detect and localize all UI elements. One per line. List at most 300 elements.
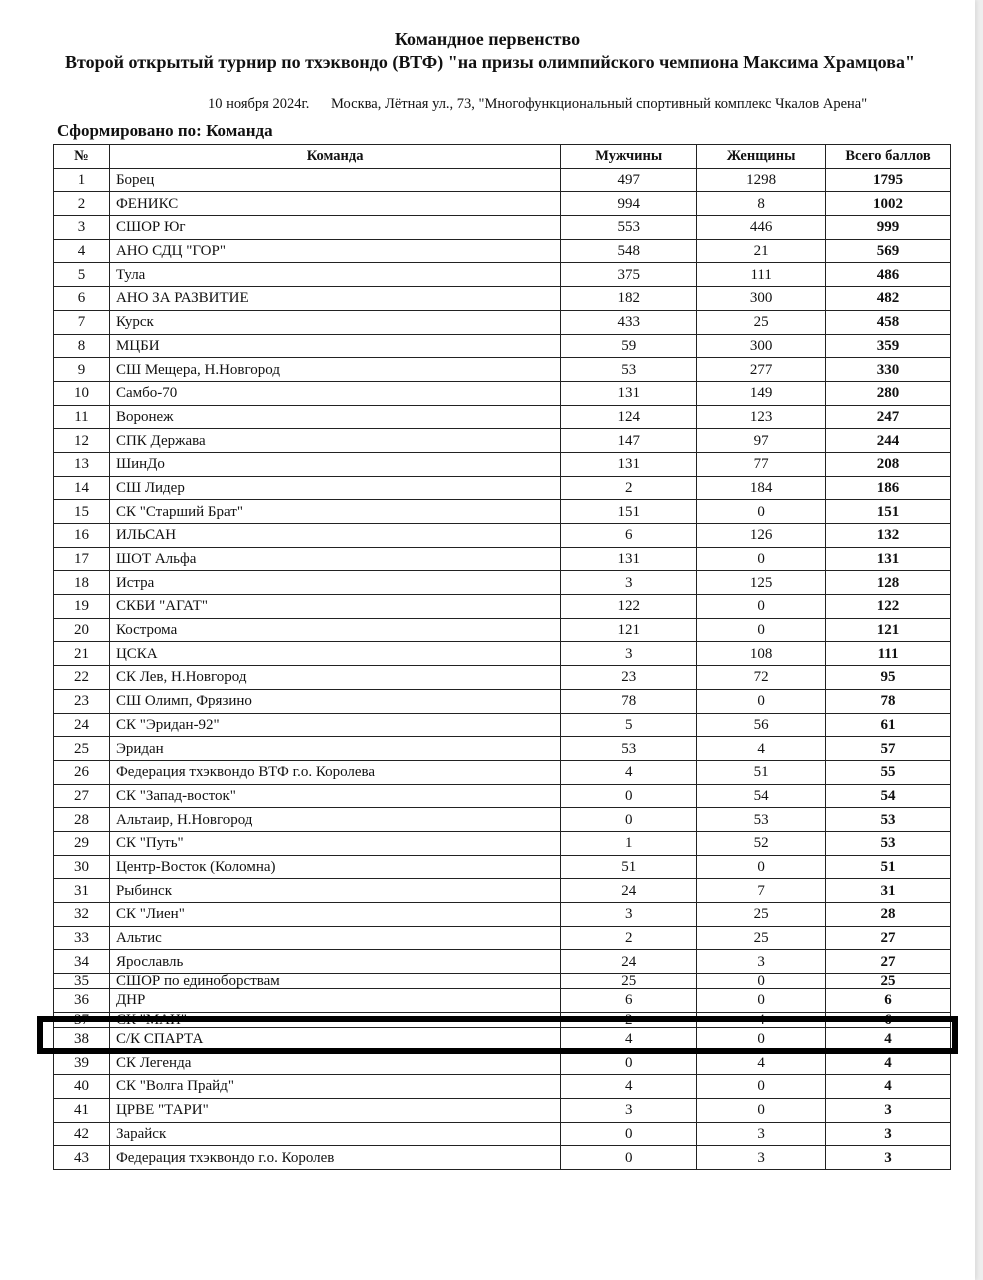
cell-num-text: 31 (73, 882, 89, 899)
cell-women (697, 405, 826, 429)
cell-num-text: 28 (73, 811, 89, 828)
cell-women-text: 0 (757, 1102, 765, 1119)
table-row (54, 595, 951, 619)
cell-num (54, 808, 110, 832)
table-row (54, 524, 951, 548)
cell-women (697, 1012, 826, 1027)
cell-men (561, 334, 697, 358)
cell-num-text: 40 (73, 1078, 89, 1095)
table-row (54, 239, 951, 263)
cell-men-text: 6 (624, 527, 633, 544)
cell-num-text: 7 (77, 314, 86, 331)
cell-women (697, 1027, 826, 1051)
cell-total (826, 879, 951, 903)
cell-women-text: 7 (757, 882, 765, 899)
cell-total-text: 4 (884, 1031, 892, 1048)
table-row (54, 974, 951, 989)
cell-men-text: 0 (624, 811, 633, 828)
cell-men (561, 903, 697, 927)
cell-women (697, 989, 826, 1013)
cell-total-text: 28 (880, 906, 896, 923)
cell-men (561, 263, 697, 287)
cell-num-text: 38 (73, 1031, 89, 1048)
cell-num (54, 903, 110, 927)
cell-women-text: 0 (757, 858, 765, 875)
column-header-women: Женщины (697, 145, 826, 169)
cell-team (109, 500, 560, 524)
table-row (54, 263, 951, 287)
cell-team (109, 831, 560, 855)
cell-men (561, 524, 697, 548)
cell-num-text: 8 (77, 337, 86, 354)
cell-men-text: 24 (621, 953, 637, 970)
cell-men-text: 122 (617, 598, 640, 615)
cell-men (561, 784, 697, 808)
cell-men-text: 0 (624, 1054, 633, 1071)
cell-total-text: 359 (876, 337, 900, 354)
cell-total-text: 569 (876, 243, 900, 260)
cell-num (54, 1051, 110, 1075)
cell-women (697, 192, 826, 216)
cell-team (109, 642, 560, 666)
cell-team-text: ЦСКА (115, 645, 158, 662)
table-row (54, 216, 951, 240)
cell-women-text: 0 (757, 974, 765, 989)
cell-men (561, 168, 697, 192)
cell-total (826, 381, 951, 405)
cell-total-text: 6 (884, 1012, 892, 1027)
table-row (54, 1098, 951, 1122)
cell-women-text: 1298 (746, 172, 777, 189)
cell-men (561, 713, 697, 737)
cell-team (109, 737, 560, 761)
table-row (54, 1146, 951, 1170)
cell-team-text: Тула (115, 266, 146, 283)
cell-women (697, 500, 826, 524)
cell-men (561, 1146, 697, 1170)
table-row (54, 713, 951, 737)
cell-team (109, 547, 560, 571)
cell-num (54, 476, 110, 500)
cell-men (561, 476, 697, 500)
cell-team (109, 1075, 560, 1099)
cell-women-text: 184 (749, 479, 773, 496)
cell-num (54, 642, 110, 666)
cell-total (826, 239, 951, 263)
cell-num-text: 26 (73, 764, 89, 781)
cell-team (109, 287, 560, 311)
cell-team-text: СК Лев, Н.Новгород (115, 669, 247, 686)
cell-women (697, 595, 826, 619)
table-row (54, 452, 951, 476)
cell-women-text: 0 (757, 992, 765, 1009)
cell-team (109, 168, 560, 192)
cell-women-text: 3 (757, 1149, 765, 1166)
cell-men-text: 994 (617, 195, 640, 212)
cell-total (826, 618, 951, 642)
cell-men-text: 375 (617, 266, 640, 283)
cell-women-text: 4 (757, 740, 765, 757)
cell-num-text: 42 (73, 1125, 89, 1142)
cell-women (697, 831, 826, 855)
cell-num-text: 12 (73, 432, 89, 449)
cell-team-text: Альтис (115, 930, 162, 947)
table-row (54, 1075, 951, 1099)
cell-women-text: 0 (757, 1031, 765, 1048)
cell-team-text: Федерация тхэквондо ВТФ г.о. Королева (115, 764, 376, 781)
cell-team (109, 429, 560, 453)
cell-men (561, 547, 697, 571)
cell-num (54, 1098, 110, 1122)
table-row (54, 808, 951, 832)
cell-total-text: 53 (880, 811, 896, 828)
cell-team-text: ИЛЬСАН (115, 527, 177, 544)
cell-total-text: 78 (880, 693, 896, 710)
cell-women-text: 8 (757, 195, 765, 212)
cell-num-text: 4 (77, 243, 86, 260)
cell-total-text: 4 (884, 1054, 892, 1071)
cell-men-text: 0 (624, 1149, 633, 1166)
cell-women (697, 334, 826, 358)
cell-team-text: ДНР (115, 992, 146, 1009)
cell-num-text: 20 (73, 622, 89, 639)
table-body (54, 168, 951, 1169)
cell-men (561, 1075, 697, 1099)
cell-team-text: Ярославль (115, 953, 184, 970)
cell-total (826, 1027, 951, 1051)
cell-team (109, 1098, 560, 1122)
cell-num (54, 760, 110, 784)
cell-total-text: 3 (884, 1149, 892, 1166)
cell-total (826, 1012, 951, 1027)
cell-women (697, 452, 826, 476)
cell-women-text: 0 (757, 503, 765, 520)
cell-team-text: Воронеж (115, 408, 174, 425)
cell-team (109, 1051, 560, 1075)
cell-men (561, 452, 697, 476)
table-row (54, 358, 951, 382)
cell-total-text: 280 (876, 385, 900, 402)
cell-team (109, 713, 560, 737)
cell-women-text: 149 (749, 385, 773, 402)
cell-women (697, 855, 826, 879)
cell-men (561, 989, 697, 1013)
event-location: Москва, Лётная ул., 73, "Многофункциональный спортивный комплекс Чкалов Арена" (331, 96, 868, 112)
cell-num (54, 524, 110, 548)
cell-team-text: СК "Лиен" (115, 906, 185, 923)
column-header-men: Мужчины (561, 145, 697, 169)
cell-total-text: 458 (876, 314, 900, 331)
cell-total (826, 429, 951, 453)
cell-total (826, 476, 951, 500)
table-row (54, 500, 951, 524)
cell-num (54, 879, 110, 903)
cell-women-text: 21 (753, 243, 769, 260)
table-row (54, 666, 951, 690)
cell-team-text: СК "Волга Прайд" (115, 1078, 234, 1095)
cell-women-text: 0 (757, 551, 765, 568)
cell-women (697, 879, 826, 903)
cell-team-text: Борец (115, 172, 155, 189)
cell-team-text: СК "МАИ" (115, 1012, 187, 1027)
cell-team-text: МЦБИ (115, 337, 160, 354)
cell-women-text: 56 (753, 716, 769, 733)
cell-women-text: 0 (757, 598, 765, 615)
cell-num (54, 358, 110, 382)
cell-num (54, 1075, 110, 1099)
cell-men (561, 381, 697, 405)
table-row (54, 1051, 951, 1075)
table-row (54, 855, 951, 879)
cell-men-text: 78 (621, 693, 637, 710)
table-row (54, 689, 951, 713)
tournament-name: Второй открытый турнир по тхэквондо (ВТФ) "на призы олимпийского чемпиона Максима Храмцова" (65, 52, 915, 72)
document-title: Командное первенство (394, 29, 581, 49)
cell-total-text: 1795 (873, 172, 904, 189)
cell-men-text: 3 (624, 574, 633, 591)
cell-total-text: 122 (876, 598, 900, 615)
cell-total-text: 486 (876, 266, 900, 283)
cell-team (109, 310, 560, 334)
cell-men (561, 1012, 697, 1027)
table-row (54, 547, 951, 571)
cell-total-text: 330 (876, 361, 900, 378)
cell-num-text: 37 (73, 1012, 89, 1027)
cell-men (561, 855, 697, 879)
cell-men (561, 239, 697, 263)
cell-men-text: 548 (617, 243, 640, 260)
cell-num-text: 41 (73, 1102, 89, 1119)
cell-team (109, 1012, 560, 1027)
cell-team-text: СШОР по единоборствам (115, 974, 280, 989)
cell-men-text: 3 (624, 1102, 633, 1119)
cell-team-text: Федерация тхэквондо г.о. Королев (115, 1149, 335, 1166)
cell-total-text: 482 (876, 290, 900, 307)
cell-total (826, 808, 951, 832)
cell-women-text: 52 (753, 835, 769, 852)
cell-women (697, 476, 826, 500)
cell-team (109, 760, 560, 784)
table-row (54, 1012, 951, 1027)
cell-total-text: 131 (876, 551, 900, 568)
cell-women-text: 0 (757, 1078, 765, 1095)
cell-num-text: 15 (73, 503, 89, 520)
cell-total-text: 25 (880, 974, 896, 989)
cell-num-text: 14 (73, 479, 89, 496)
event-date: 10 ноября 2024г. (208, 96, 310, 112)
table-row (54, 192, 951, 216)
cell-men-text: 151 (617, 503, 640, 520)
cell-men (561, 1122, 697, 1146)
cell-num (54, 547, 110, 571)
cell-total (826, 784, 951, 808)
cell-team-text: СК "Путь" (115, 835, 184, 852)
cell-total-text: 244 (876, 432, 900, 449)
cell-men (561, 974, 697, 989)
cell-total-text: 121 (876, 622, 900, 639)
cell-men-text: 433 (617, 314, 640, 331)
cell-total (826, 1051, 951, 1075)
table-row (54, 1027, 951, 1051)
cell-men-text: 3 (624, 645, 633, 662)
cell-total (826, 666, 951, 690)
cell-team (109, 334, 560, 358)
cell-team-text: АНО ЗА РАЗВИТИЕ (115, 290, 249, 307)
cell-team-text: СШ Мещера, Н.Новгород (115, 361, 280, 378)
cell-total (826, 547, 951, 571)
cell-team (109, 452, 560, 476)
cell-team (109, 784, 560, 808)
cell-women (697, 547, 826, 571)
cell-num-text: 23 (73, 693, 89, 710)
cell-men-text: 124 (617, 408, 640, 425)
cell-num (54, 1146, 110, 1170)
cell-women (697, 784, 826, 808)
cell-women-text: 77 (753, 456, 769, 473)
cell-total (826, 310, 951, 334)
cell-men-text: 59 (621, 337, 637, 354)
cell-total (826, 903, 951, 927)
cell-total (826, 855, 951, 879)
cell-total (826, 989, 951, 1013)
cell-women (697, 713, 826, 737)
cell-team-text: Зарайск (115, 1125, 167, 1142)
cell-num-text: 24 (73, 716, 89, 733)
cell-women-text: 3 (757, 1125, 765, 1142)
cell-num (54, 974, 110, 989)
cell-women-text: 0 (757, 622, 765, 639)
cell-num (54, 666, 110, 690)
cell-team (109, 595, 560, 619)
cell-men (561, 808, 697, 832)
table-row (54, 429, 951, 453)
cell-men (561, 879, 697, 903)
cell-women (697, 263, 826, 287)
cell-men (561, 287, 697, 311)
cell-women-text: 4 (757, 1054, 765, 1071)
cell-women (697, 926, 826, 950)
cell-men-text: 2 (624, 930, 633, 947)
cell-num (54, 263, 110, 287)
cell-team-text: Центр-Восток (Коломна) (115, 858, 276, 875)
cell-women (697, 642, 826, 666)
cell-num (54, 784, 110, 808)
cell-total (826, 974, 951, 989)
cell-men (561, 689, 697, 713)
cell-team-text: СШ Олимп, Фрязино (115, 693, 252, 710)
cell-total-text: 208 (876, 456, 900, 473)
cell-num-text: 32 (73, 906, 89, 923)
cell-women-text: 111 (750, 266, 772, 283)
cell-men (561, 618, 697, 642)
cell-num (54, 192, 110, 216)
cell-num-text: 19 (73, 598, 89, 615)
cell-team-text: Курск (115, 314, 154, 331)
cell-women (697, 1098, 826, 1122)
cell-team-text: ШинДо (115, 456, 165, 473)
cell-total-text: 128 (876, 574, 900, 591)
cell-team (109, 216, 560, 240)
table-row (54, 1122, 951, 1146)
cell-team (109, 989, 560, 1013)
cell-men-text: 2 (624, 1012, 633, 1027)
cell-num-text: 10 (73, 385, 89, 402)
cell-num (54, 950, 110, 974)
table-row (54, 381, 951, 405)
cell-men (561, 926, 697, 950)
cell-men-text: 1 (624, 835, 633, 852)
table-row (54, 571, 951, 595)
cell-total-text: 999 (876, 219, 900, 236)
cell-num-text: 33 (73, 930, 89, 947)
cell-women (697, 1146, 826, 1170)
cell-total (826, 713, 951, 737)
cell-women (697, 239, 826, 263)
cell-num (54, 926, 110, 950)
cell-total (826, 358, 951, 382)
cell-total-text: 3 (884, 1102, 892, 1119)
cell-num-text: 29 (73, 835, 89, 852)
cell-men-text: 131 (617, 551, 640, 568)
event-details (208, 96, 867, 113)
cell-num (54, 1012, 110, 1027)
table-row (54, 287, 951, 311)
cell-men-text: 147 (617, 432, 640, 449)
column-header-total: Всего баллов (826, 145, 951, 169)
cell-men (561, 500, 697, 524)
cell-men-text: 2 (624, 479, 633, 496)
cell-women (697, 974, 826, 989)
cell-women (697, 950, 826, 974)
cell-team-text: СШ Лидер (115, 479, 185, 496)
cell-total (826, 263, 951, 287)
cell-women-text: 3 (757, 953, 765, 970)
column-header-team: Команда (109, 145, 560, 169)
cell-women-text: 51 (753, 764, 769, 781)
cell-total-text: 51 (880, 858, 896, 875)
cell-women-text: 25 (753, 930, 769, 947)
cell-women-text: 25 (753, 314, 769, 331)
cell-team-text: СК Легенда (115, 1054, 192, 1071)
table-row (54, 903, 951, 927)
cell-women (697, 808, 826, 832)
table-header-row (54, 145, 951, 169)
cell-team-text: ШОТ Альфа (115, 551, 197, 568)
cell-team (109, 358, 560, 382)
cell-men-text: 51 (621, 858, 637, 875)
cell-women (697, 168, 826, 192)
cell-num-text: 6 (77, 290, 86, 307)
cell-num (54, 737, 110, 761)
cell-team-text: ЦРВЕ "ТАРИ" (115, 1102, 209, 1119)
table-row (54, 784, 951, 808)
cell-num-text: 21 (73, 645, 89, 662)
cell-women (697, 524, 826, 548)
cell-num-text: 1 (77, 172, 86, 189)
cell-team (109, 666, 560, 690)
cell-total (826, 1122, 951, 1146)
cell-men (561, 666, 697, 690)
cell-women-text: 108 (749, 645, 773, 662)
table-row (54, 168, 951, 192)
cell-total-text: 53 (880, 835, 896, 852)
cell-num (54, 618, 110, 642)
cell-num-text: 34 (73, 953, 89, 970)
cell-women (697, 618, 826, 642)
cell-women (697, 216, 826, 240)
cell-total-text: 31 (880, 882, 896, 899)
cell-team (109, 879, 560, 903)
